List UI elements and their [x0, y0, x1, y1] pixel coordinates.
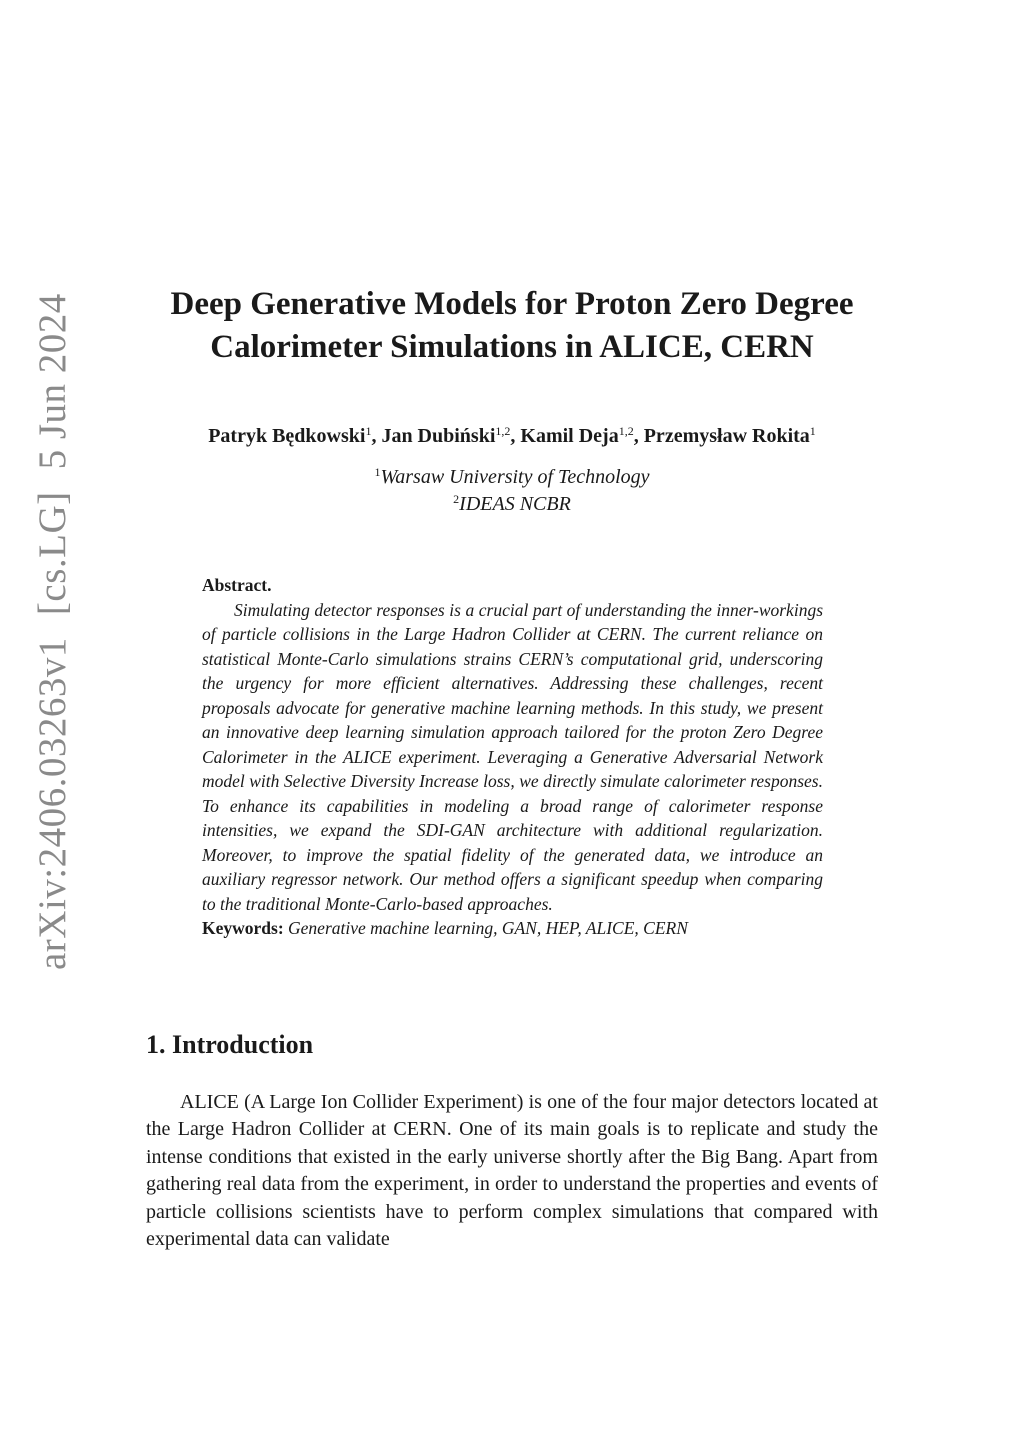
title-line-2: Calorimeter Simulations in ALICE, CERN: [210, 329, 814, 365]
title-line-1: Deep Generative Models for Proton Zero Degree: [170, 286, 854, 322]
affil-mark: 2: [453, 492, 460, 506]
author-name: Kamil Deja: [520, 425, 619, 447]
intro-paragraph: ALICE (A Large Ion Collider Experiment) is one of the four major detectors located at the Large Hadron Collider at CERN. One of its main goals is to replicate and study the intense conditions that existed in the early universe shortly after the Big Bang. Apart from gathering real data from the experiment, in order to understand the properties and events of particle collisions scientists have to perform complex simulations that compared with experimental data can validate: [146, 1091, 878, 1251]
keywords-line: [202, 916, 823, 941]
arxiv-category: [cs.LG]: [31, 491, 74, 616]
arxiv-date: 5 Jun 2024: [31, 293, 74, 470]
author-affil-mark: 1,2: [618, 424, 634, 438]
affiliation-2: [100, 492, 924, 516]
author-affil-mark: 1: [809, 424, 816, 438]
author-affil-mark: 1: [365, 424, 372, 438]
author-affil-mark: 1,2: [495, 424, 511, 438]
arxiv-stamp: [30, 271, 75, 970]
paper-title: [120, 283, 904, 369]
abstract-text: Simulating detector responses is a crucial part of understanding the inner-workings of particle collisions in the Large Hadron Collider at CERN. The current reliance on statistical Monte-Carlo simulations strains CERN’s computational grid, underscoring the urgency for more efficient alternatives. Addressing these challenges, recent proposals advocate for generative machine learning methods. In this study, we present an innovative deep learning simulation approach tailored for the proton Zero Degree Calorimeter in the ALICE experiment. Leveraging a Generative Adversarial Network model with Selective Diversity Increase loss, we directly simulate calorimeter responses. To enhance its capabilities in modeling a broad range of calorimeter response intensities, we expand the SDI-GAN architecture with additional regularization. Moreover, to improve the spatial fidelity of the generated data, we introduce an auxiliary regressor network. Our method offers a significant speedup when comparing to the traditional Monte-Carlo-based approaches.: [202, 599, 823, 914]
keywords-text: Generative machine learning, GAN, HEP, ALICE, CERN: [288, 918, 688, 938]
abstract-block: [202, 573, 823, 941]
author-separator: ,: [510, 425, 521, 447]
author-name: Jan Dubiński: [381, 425, 496, 447]
author-name: Patryk Będkowski: [208, 425, 366, 447]
keywords-label: Keywords:: [202, 918, 284, 938]
arxiv-id: arXiv:2406.03263v1: [31, 637, 74, 970]
author-separator: ,: [371, 425, 382, 447]
abstract-heading: Abstract.: [202, 575, 272, 595]
affiliation-1: [100, 465, 924, 489]
affil-mark: 1: [374, 465, 381, 479]
affil-name: Warsaw University of Technology: [380, 466, 650, 488]
author-list: [100, 424, 924, 448]
author-separator: ,: [633, 425, 644, 447]
author-name: Przemysław Rokita: [643, 425, 810, 447]
section-heading: 1. Introduction: [146, 1030, 314, 1059]
affil-name: IDEAS NCBR: [459, 493, 571, 515]
